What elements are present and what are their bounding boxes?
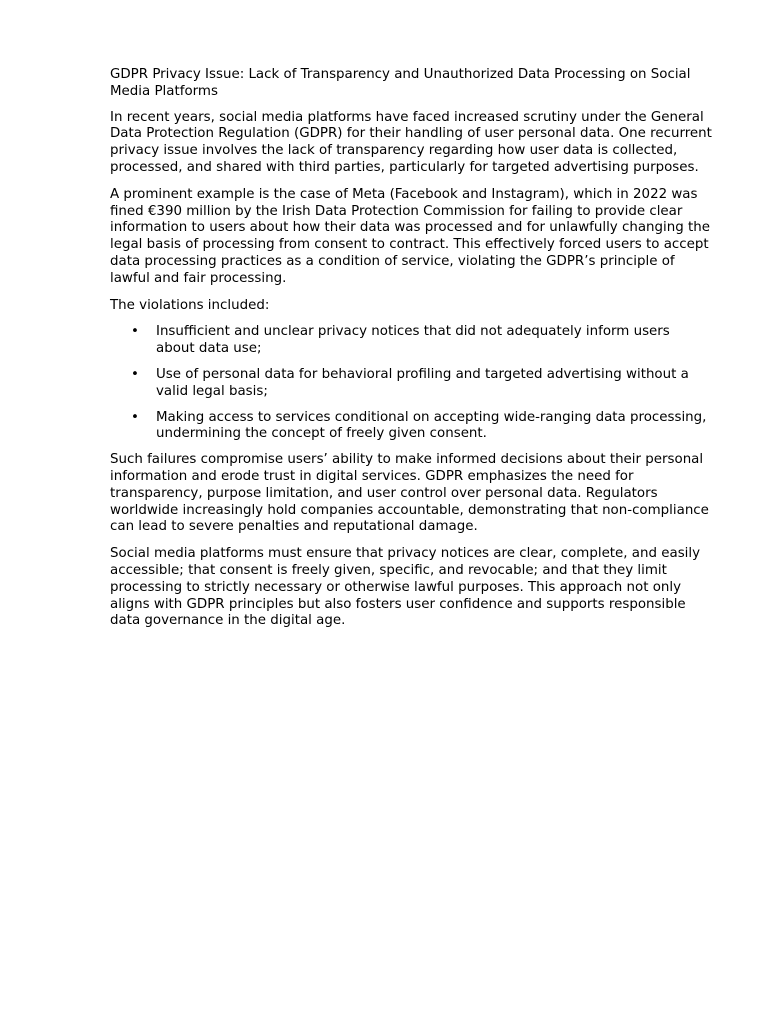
list-item: [110, 324, 712, 358]
paragraph-recommendations: Social media platforms must ensure that privacy notices are clear, complete, and easily accessible; that consent is freely given, specific, and revocable; and that they limit processing to strictly necessary or otherwise lawful purposes. This approach not only aligns with GDPR principles but also fosters user confidence and supports responsible data governance in the digital age.: [110, 546, 701, 629]
document-page: [110, 67, 712, 640]
list-item-text: Use of personal data for behavioral profiling and targeted advertising without a valid legal basis;: [156, 366, 689, 399]
paragraph-intro: In recent years, social media platforms have faced increased scrutiny under the General Data Protection Regulation (GDPR) for their handling of user personal data. One recurrent privacy issue involves the lack of transparency regarding how user data is collected, processed, and shared with third parties, particularly for targeted advertising purposes.: [110, 109, 712, 175]
paragraph-consequences: Such failures compromise users’ ability to make informed decisions about their personal information and erode trust in digital services. GDPR emphasizes the need for transparency, purpose limitation, and user control over personal data. Regulators worldwide increasingly hold companies accountable, demonstrating that non-compliance can lead to severe penalties and reputational damage.: [110, 452, 709, 535]
list-item-text: Insufficient and unclear privacy notices that did not adequately inform users about data use;: [156, 324, 670, 357]
bullet-icon: •: [131, 409, 139, 425]
document-title: GDPR Privacy Issue: Lack of Transparency and Unauthorized Data Processing on Social Media Platforms: [110, 67, 691, 99]
bullet-icon: •: [131, 366, 139, 382]
list-item: [110, 410, 712, 444]
list-item-text: Making access to services conditional on accepting wide-ranging data processing, undermining the concept of freely given consent.: [156, 409, 707, 442]
paragraph-meta-example: A prominent example is the case of Meta (Facebook and Instagram), which in 2022 was fined €390 million by the Irish Data Protection Commission for failing to provide clear information to users about how their data was processed and for unlawfully changing the legal basis of processing from consent to contract. This effectively forced users to accept data processing practices as a condition of service, violating the GDPR’s principle of lawful and fair processing.: [110, 186, 710, 286]
violations-list: [110, 324, 712, 443]
list-item: [110, 367, 712, 401]
bullet-icon: •: [131, 324, 139, 340]
paragraph-violations-lead: The violations included:: [110, 297, 270, 313]
